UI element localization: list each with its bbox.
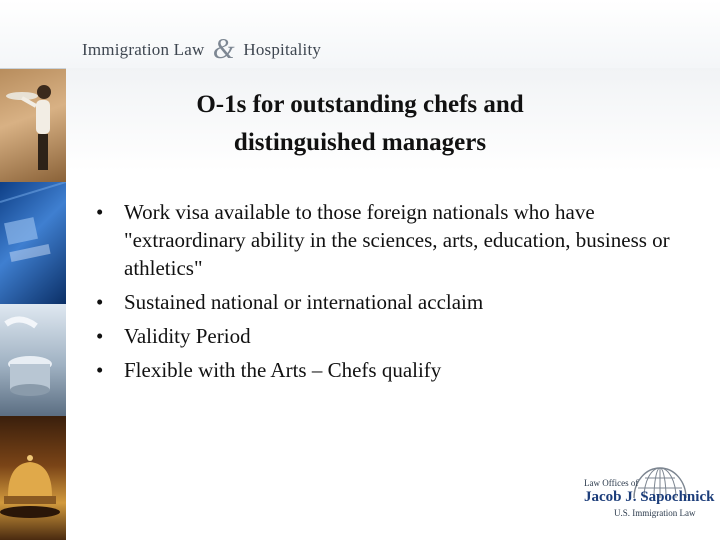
ampersand: & [212, 34, 235, 65]
bullet-item [96, 356, 686, 384]
bullet-dot: • [96, 324, 104, 348]
bullet-text: Validity Period [124, 324, 251, 348]
bullet-text: Flexible with the Arts – Chefs qualify [124, 358, 442, 382]
bullet-item [96, 198, 686, 282]
bullet-item [96, 322, 686, 350]
bullet-list [96, 198, 686, 390]
law-office-logo [560, 458, 715, 530]
service-bell-photo [0, 416, 66, 540]
bullet-text: Work visa available to those foreign nationals who have "extraordinary ability in the sciences, arts, education, business or athletics" [124, 200, 670, 280]
bullet-dot: • [96, 290, 104, 314]
bullet-text: Sustained national or international acclaim [124, 290, 484, 314]
title-line-2: distinguished managers [233, 129, 487, 156]
slide-header [0, 0, 720, 69]
logo-subtitle: U.S. Immigration Law [614, 508, 696, 518]
slide-title [80, 86, 640, 162]
bullet-dot: • [96, 358, 104, 382]
header-title [82, 34, 321, 66]
logo-name: Jacob J. Sapochnick [584, 489, 715, 505]
blue-abstract-photo [0, 182, 66, 304]
kitchen-photo [0, 304, 66, 416]
logo-small-text: Law Offices of [584, 478, 639, 488]
waiter-photo [0, 64, 66, 182]
header-right-text: Hospitality [243, 40, 322, 59]
bullet-item [96, 288, 686, 316]
photo-sidebar [0, 0, 66, 540]
header-left-text: Immigration Law [82, 40, 205, 59]
bullet-dot: • [96, 200, 104, 224]
title-line-1: O-1s for outstanding chefs and [196, 91, 524, 118]
